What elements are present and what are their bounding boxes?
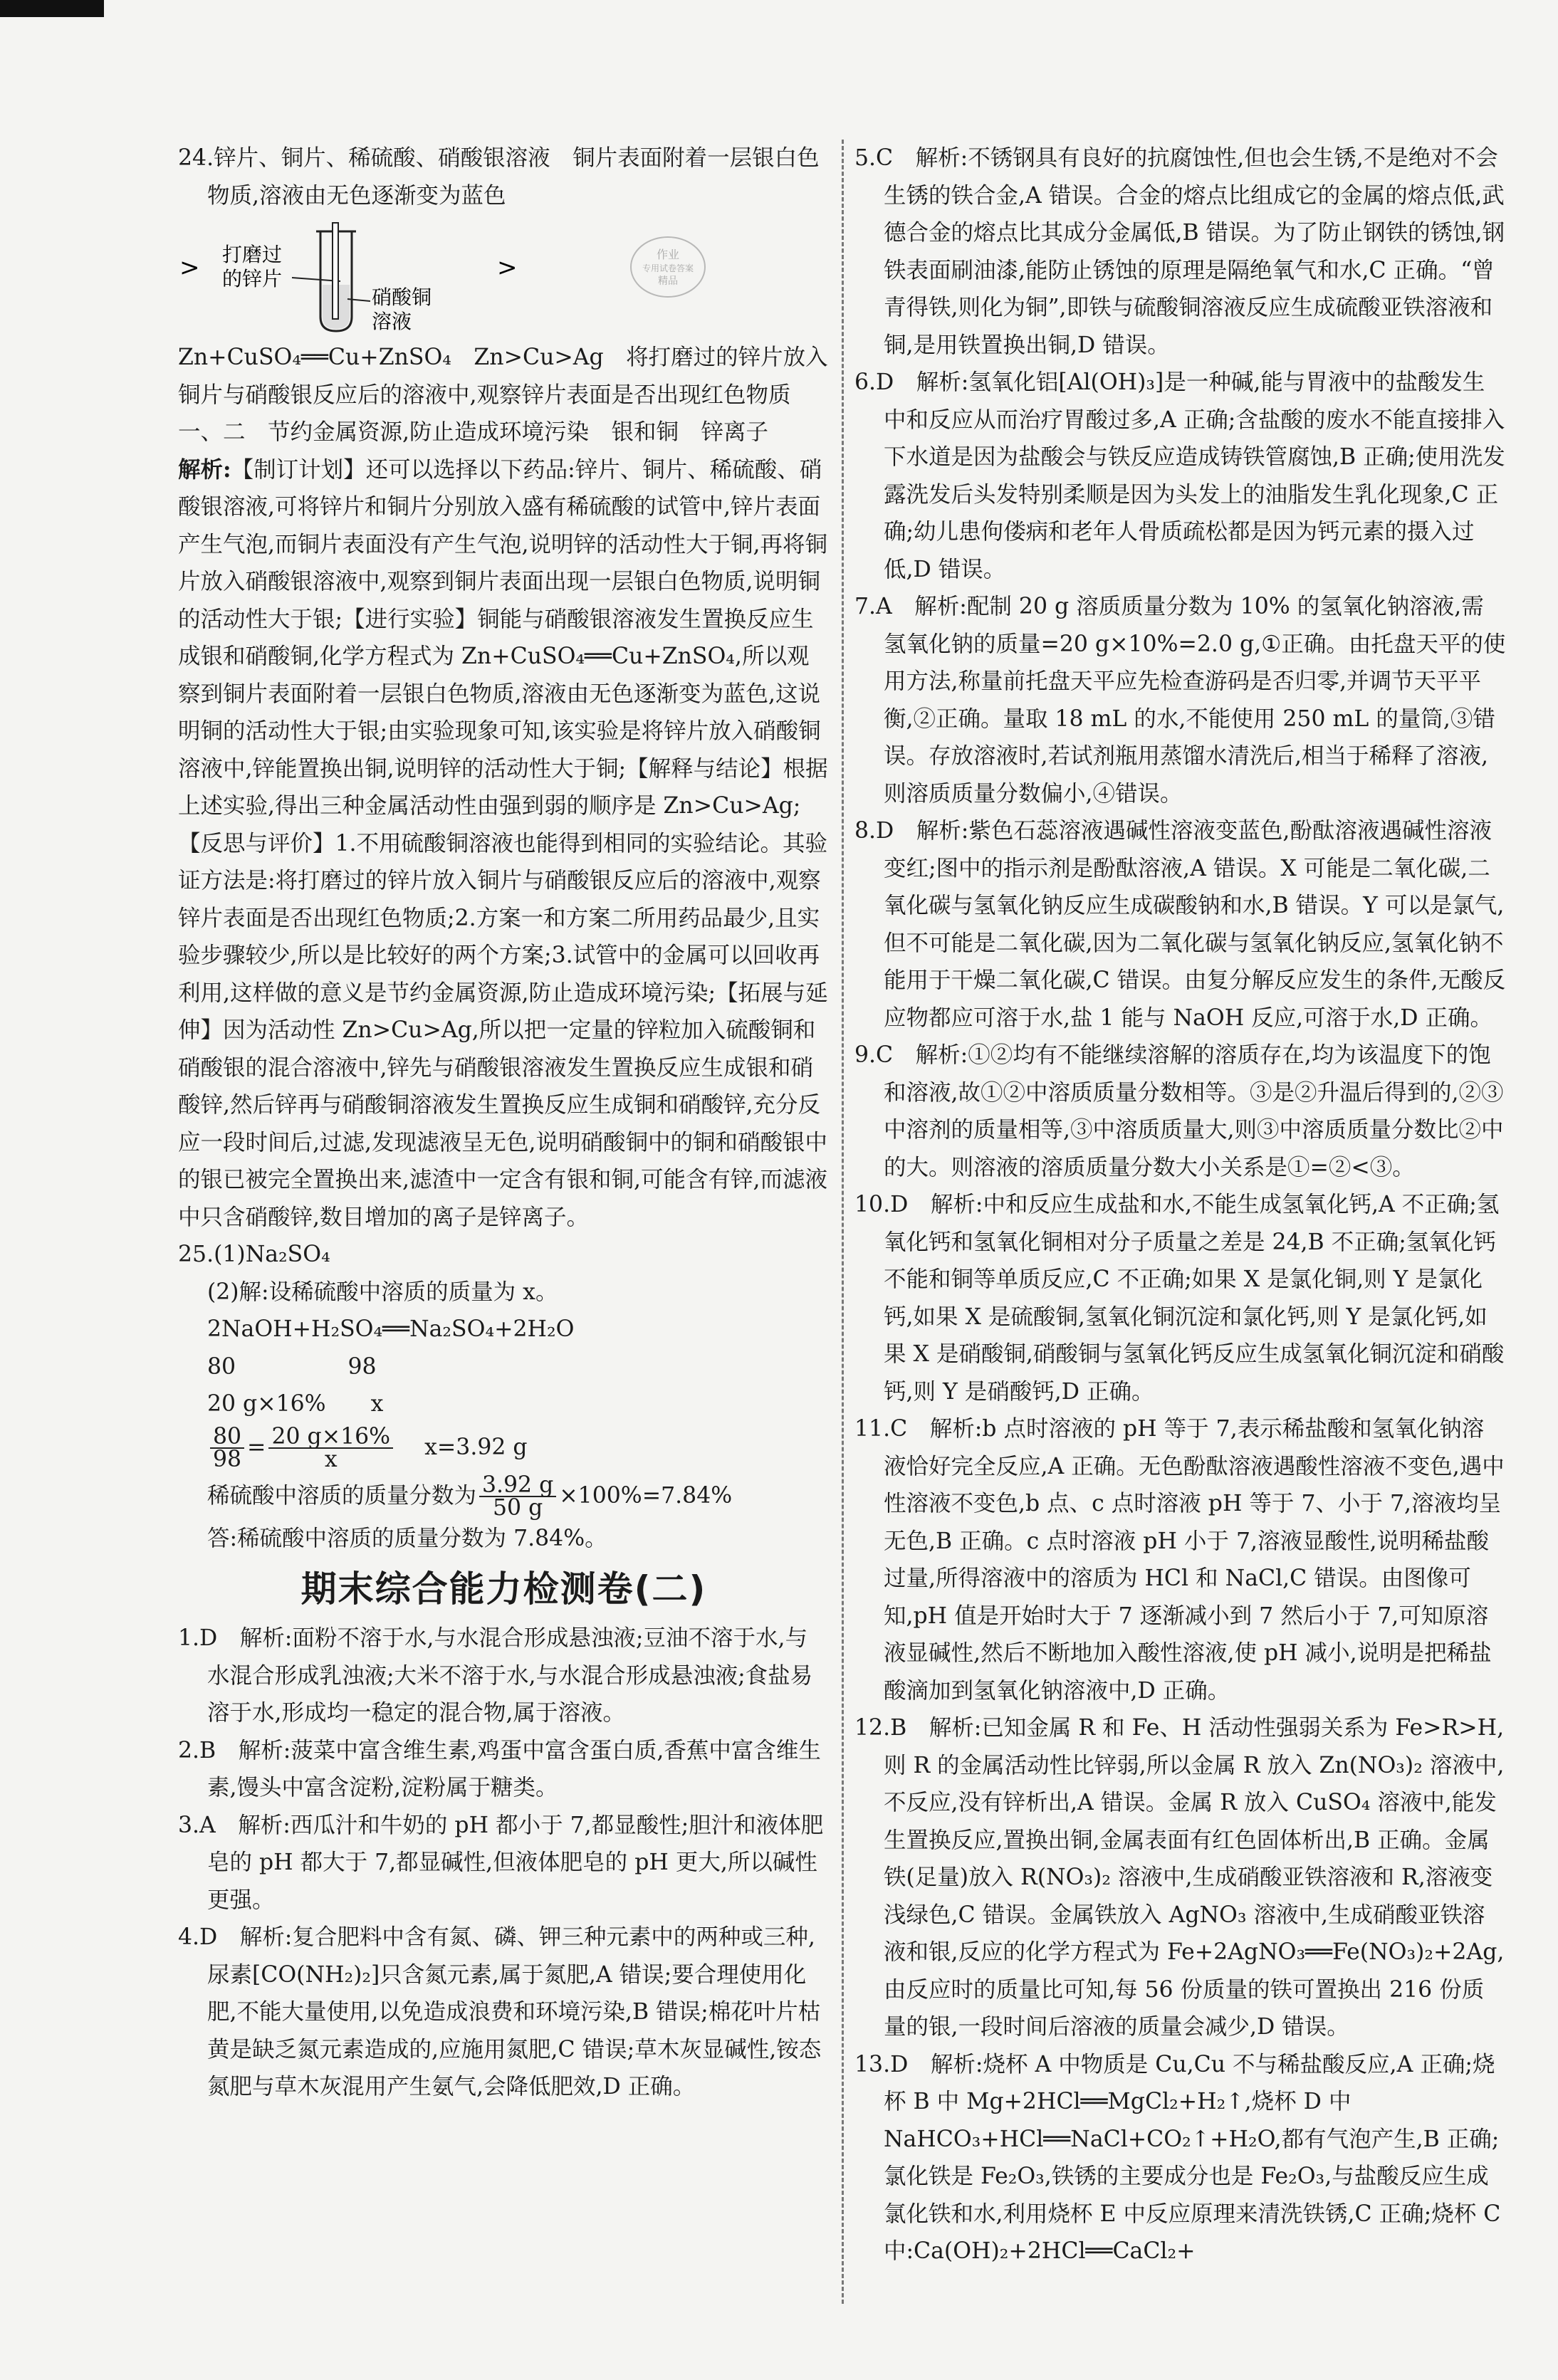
stamp-text-2: 专用试卷答案 [642, 263, 694, 273]
q24-explanation [178, 451, 830, 1237]
q25-part1: 25.(1)Na₂SO₄ [178, 1242, 330, 1267]
q25-equation: 2NaOH+H₂SO₄══Na₂SO₄+2H₂O [206, 1316, 575, 1342]
fraction-suffix: ×100%=7.84% [559, 1482, 733, 1509]
left-item-1: 1.D 解析:面粉不溶于水,与水混合形成悬浊液;豆油不溶于水,与水混合形成乳浊液;大米不溶于水,与水混合形成悬浊液;食盐易溶于水,形成均一稳定的混合物,属于溶液。 [178, 1625, 813, 1726]
right-item-7: 7.A 解析:配制 20 g 溶质质量分数为 10% 的氢氧化钠溶液,需氢氧化钠的质量=20 g×10%=2.0 g,①正确。由托盘天平的使用方法,称量前托盘天平应先检查游码是否归零,并调节天平平衡,②正确。量取 18 mL 的水,不能使用 250 mL 的量筒,③错误。存放溶液时,若试剂瓶用蒸馏水清洗后,相当于稀释了溶液,则溶质质量分数偏小,④错误。 [854, 594, 1506, 807]
ratio-eq: = [247, 1434, 266, 1460]
q25-fraction-line [178, 1472, 830, 1520]
left-item-3: 3.A 解析:西瓜汁和牛奶的 pH 都小于 7,都显酸性;胆汁和液体肥皂的 pH 都大于 7,都显碱性,但液体肥皂的 pH 更大,所以碱性更强。 [178, 1812, 824, 1913]
ratio-left-fraction: $\frac{80}{98}$ [210, 1426, 244, 1470]
fraction-prefix: 稀硫酸中溶质的质量分数为 [206, 1482, 476, 1509]
diagram-label-zinc-2: 的锌片 [222, 267, 283, 290]
top-edge-bar [0, 0, 104, 17]
q24-answer-line2: Zn+CuSO₄══Cu+ZnSO₄ Zn>Cu>Ag 将打磨过的锌片放入铜片与硝酸银反应后的溶液中,观察锌片表面是否出现红色物质 一、二 节约金属资源,防止造成环境污染 银和铜 锌离子 [178, 345, 828, 445]
right-item-6: 6.D 解析:氢氧化铝[Al(OH)₃]是一种碱,能与胃液中的盐酸发生中和反应从而治疗胃酸过多,A 正确;含盐酸的废水不能直接排入下水道是因为盐酸会与铁反应造成铸铁管腐蚀,B 正确;使用洗发露洗发后头发特别柔顺是因为头发上的油脂发生乳化现象,C 正确;幼儿患佝偻病和老年人骨质疏松都是因为钙元素的摄入过低,D 错误。 [854, 369, 1505, 582]
diagram-label-solution-1: 硝酸铜 [372, 285, 432, 309]
q25-part2: (2)解:设稀硫酸中溶质的质量为 x。 [206, 1279, 558, 1305]
q25-mass-row: 80 98 [206, 1353, 377, 1380]
right-item-13: 13.D 解析:烧杯 A 中物质是 Cu,Cu 不与稀盐酸反应,A 正确;烧杯 B 中 Mg+2HCl══MgCl₂+H₂↑,烧杯 D 中 NaHCO₃+HCl══NaCl+CO₂↑+H₂O,都有气泡产生,B 正确;氯化铁是 Fe₂O₃,铁锈的主要成分也是 Fe₂O₃,与盐酸反应生成氯化铁和水,利用烧杯 E 中反应原理来清洗铁锈,C 正确;烧杯 C 中:Ca(OH)₂+2HCl══CaCl₂+ [854, 2051, 1501, 2264]
ratio-right-fraction: $\frac{20 g\times 16\%}{x}$ [268, 1426, 393, 1470]
right-item-12: 12.B 解析:已知金属 R 和 Fe、H 活动性强弱关系为 Fe>R>H,则 R 的金属活动性比锌弱,所以金属 R 放入 Zn(NO₃)₂ 溶液中,不反应,没有锌析出,A 错误。金属 R 放入 CuSO₄ 溶液中,能发生置换反应,置换出铜,金属表面有红色固体析出,B 正确。金属铁(足量)放入 R(NO₃)₂ 溶液中,生成硝酸亚铁溶液和 R,溶液变浅绿色,C 错误。金属铁放入 AgNO₃ 溶液中,生成硝酸亚铁溶液和银,反应的化学方程式为 Fe+2AgNO₃══Fe(NO₃)₂+2Ag,由反应时的质量比可知,每 56 份质量的铁可置换出 216 份质量的银,一段时间后溶液的质量会减少,D 错误。 [854, 1715, 1505, 2040]
section-title: 期末综合能力检测卷(二) [300, 1568, 707, 1610]
right-item-8: 8.D 解析:紫色石蕊溶液遇碱性溶液变蓝色,酚酞溶液遇碱性溶液变红;图中的指示剂是酚酞溶液,A 错误。X 可能是二氧化碳,二氧化碳与氢氧化钠反应生成碳酸钠和水,B 错误。Y 可以是氯气,但不可能是二氧化碳,因为二氧化碳与氢氧化钠反应,氢氧化钠不能用于干燥二氧化碳,C 错误。由复分解反应发生的条件,无酸反应物都应可溶于水,盐 1 能与 NaOH 反应,可溶于水,D 正确。 [854, 818, 1506, 1031]
diagram-gt-left: > [179, 253, 200, 282]
diagram-label-solution-2: 溶液 [372, 310, 412, 333]
right-item-5: 5.C 解析:不锈钢具有良好的抗腐蚀性,但也会生锈,不是绝对不会生锈的铁合金,A 错误。合金的熔点比组成它的金属的熔点低,武德合金的熔点比其成分金属低,B 错误。为了防止钢铁的锈蚀,钢铁表面刷油漆,能防止锈蚀的原理是隔绝氧气和水,C 正确。“曾青得铁,则化为铜”,即铁与硫酸铜溶液反应生成硫酸亚铁溶液和铜,是用铁置换出铜,D 错误。 [854, 145, 1505, 358]
left-item-2: 2.B 解析:菠菜中富含维生素,鸡蛋中富含蛋白质,香蕉中富含维生素,馒头中富含淀粉,淀粉属于糖类。 [178, 1737, 821, 1800]
right-item-11: 11.C 解析:b 点时溶液的 pH 等于 7,表示稀盐酸和氢氧化钠溶液恰好完全反应,A 正确。无色酚酞溶液遇酸性溶液不变色,遇中性溶液不变色,b 点、c 点时溶液 pH 等于 7、小于 7,溶液均呈无色,B 正确。c 点时溶液 pH 小于 7,溶液显酸性,说明稀盐酸过量,所得溶液中的溶质为 HCl 和 NaCl,C 错误。由图像可知,pH 值是开始时大于 7 逐渐减小到 7 然后小于 7,可知原溶液显碱性,然后不断地加入酸性溶液,使 pH 减小,说明是把稀盐酸滴加到氢氧化钠溶液中,D 正确。 [854, 1416, 1505, 1704]
left-item-4: 4.D 解析:复合肥料中含有氮、磷、钾三种元素中的两种或三种,尿素[CO(NH₂)₂]只含氮元素,属于氮肥,A 错误;要合理使用化肥,不能大量使用,以免造成浪费和环境污染,B 错误;棉花叶片枯黄是缺乏氮元素造成的,应施用氮肥,C 错误;草木灰显碱性,铵态氮肥与草木灰混用产生氨气,会降低肥效,D 正确。 [178, 1924, 822, 2099]
q24-explanation-text: 【制订计划】还可以选择以下药品:锌片、铜片、稀硫酸、硝酸银溶液,可将锌片和铜片分别放入盛有稀硫酸的试管中,锌片表面产生气泡,而铜片表面没有产生气泡,说明锌的活动性大于铜,再将铜片放入硝酸银溶液中,观察到铜片表面出现一层银白色物质,说明铜的活动性大于银;【进行实验】铜能与硝酸银溶液发生置换反应生成银和硝酸铜,化学方程式为 Zn+CuSO₄══Cu+ZnSO₄,所以观察到铜片表面附着一层银白色物质,溶液由无色逐渐变为蓝色,这说明铜的活动性大于银;由实验现象可知,该实验是将锌片放入硝酸铜溶液中,锌能置换出铜,说明锌的活动性大于铜;【解释与结论】根据上述实验,得出三种金属活动性由强到弱的顺序是 Zn>Cu>Ag;【反思与评价】1.不用硫酸铜溶液也能得到相同的实验结论。其验证方法是:将打磨过的锌片放入铜片与硝酸银反应后的溶液中,观察锌片表面是否出现红色物质;2.方案一和方案二所用药品最少,且实验步骤较少,所以是比较好的两个方案;3.试管中的金属可以回收再利用,这样做的意义是节约金属资源,防止造成环境污染;【拓展与延伸】因为活动性 Zn>Cu>Ag,所以把一定量的锌粒加入硫酸铜和硝酸银的混合溶液中,锌先与硝酸银溶液发生置换反应生成银和硝酸锌,然后锌再与硝酸铜溶液发生置换反应生成铜和硝酸锌,充分反应一段时间后,过滤,发现滤液呈无色,说明硝酸铜中的铜和硝酸银中的银已被完全置换出来,滤渣中一定含有银和铜,可能含有锌,而滤液中只含硝酸锌,数目增加的离子是锌离子。 [178, 456, 828, 1230]
q24-answer-line1: 24.锌片、铜片、稀硫酸、硝酸银溶液 铜片表面附着一层银白色物质,溶液由无色逐渐变为蓝色 [178, 145, 820, 209]
q24-explanation-label: 解析: [178, 456, 231, 483]
ratio-result: x=3.92 g [424, 1434, 528, 1460]
test-tube-diagram [178, 217, 830, 335]
mass-fraction: $\frac{3.92 g}{50 g}$ [479, 1474, 556, 1519]
watermark-stamp [631, 237, 705, 297]
diagram-gt-right: > [497, 253, 518, 282]
stamp-text-3: 精品 [658, 276, 678, 287]
right-item-10: 10.D 解析:中和反应生成盐和水,不能生成氢氧化钙,A 不正确;氢氧化钙和氢氧化铜相对分子质量之差是 24,B 不正确;氢氧化钙不能和铜等单质反应,C 不正确;如果 X 是氯化铜,则 Y 是氯化钙,如果 X 是硫酸铜,氢氧化铜沉淀和氯化钙,则 Y 是氯化钙,如果 X 是硝酸铜,硝酸铜与氢氧化钙反应生成氢氧化铜沉淀和硝酸钙,则 Y 是硝酸钙,D 正确。 [854, 1192, 1505, 1405]
right-column [854, 140, 1506, 2270]
column-divider [842, 140, 844, 2304]
answer-page [178, 140, 1517, 2318]
test-tube-figure [178, 217, 830, 335]
right-item-9: 9.C 解析:①②均有不能继续溶解的溶质存在,均为该温度下的饱和溶液,故①②中溶质质量分数相等。③是②升温后得到的,②③中溶剂的质量相等,③中溶质质量大,则③中溶质质量分数比②中的大。则溶液的溶质质量分数大小关系是①=②<③。 [854, 1042, 1504, 1180]
left-column [178, 140, 830, 2106]
q25-answer: 答:稀硫酸中溶质的质量分数为 7.84%。 [206, 1525, 607, 1551]
q25-ratio [178, 1423, 830, 1472]
q25-value-row: 20 g×16% x [206, 1391, 384, 1417]
zinc-strip [333, 223, 338, 319]
diagram-label-zinc-1: 打磨过 [222, 243, 283, 266]
stamp-text-1: 作业 [656, 248, 680, 261]
